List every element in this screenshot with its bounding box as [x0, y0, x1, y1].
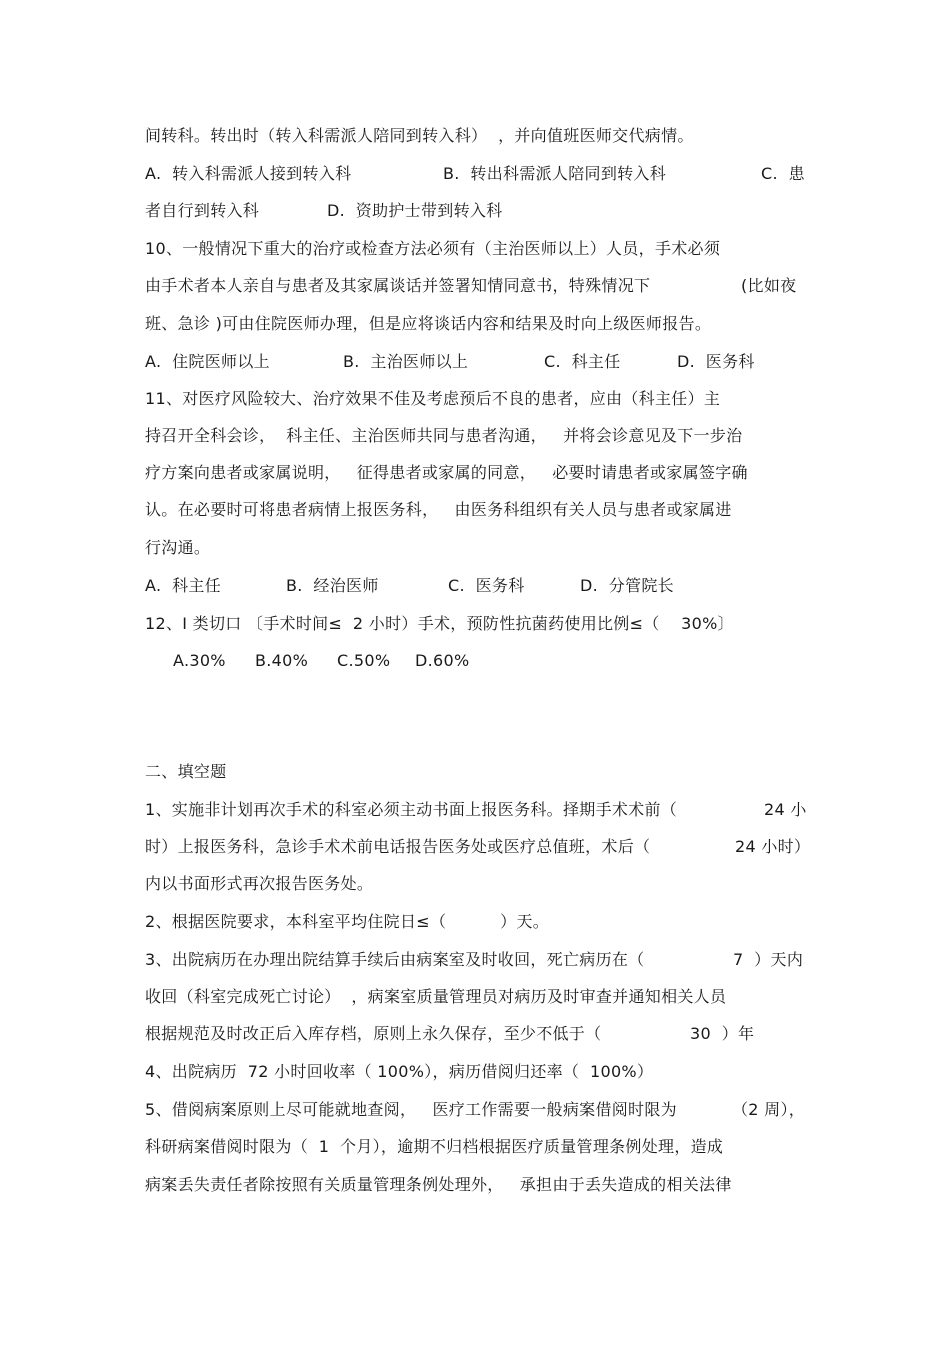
- f5-line-1-end: （2 周），: [732, 1100, 806, 1119]
- f5-line-3: 病案丢失责任者除按照有关质量管理条例处理外， 承担由于丢失造成的相关法律: [145, 1175, 732, 1194]
- q10-line-1: 10、一般情况下重大的治疗或检查方法必须有（主治医师以上）人员，手术必须: [145, 239, 721, 258]
- q10-line-2: 由手术者本人亲自与患者及其家属谈话并签署知情同意书，特殊情况下: [145, 276, 651, 295]
- f5-line-1: 5、借阅病案原则上尽可能就地查阅， 医疗工作需要一般病案借阅时限为: [145, 1100, 677, 1119]
- f1-line-1: 1、实施非计划再次手术的科室必须主动书面上报医务科。择期手术术前（: [145, 800, 678, 819]
- q11-line-4: 认。在必要时可将患者病情上报医务科， 由医务科组织有关人员与患者或家属进: [145, 500, 732, 519]
- q11-option-a: A. 科主任: [145, 576, 222, 595]
- q10-line-3: 班、急诊 )可由住院医师办理，但是应将谈话内容和结果及时向上级医师报告。: [145, 314, 712, 333]
- q10-option-c: C. 科主任: [544, 352, 621, 371]
- f3-line-3-end: 30 ）年: [690, 1024, 755, 1043]
- q10-line-2-end: (比如夜: [741, 276, 797, 295]
- f1-line-3: 内以书面形式再次报告医务处。: [145, 874, 374, 893]
- q11-line-2: 持召开全科会诊， 科主任、主治医师共同与患者沟通， 并将会诊意见及下一步治: [145, 426, 743, 445]
- section-2-heading: 二、填空题: [145, 762, 227, 781]
- f3-line-2: 收回（科室完成死亡讨论） ，病案室质量管理员对病历及时审查并通知相关人员: [145, 987, 727, 1006]
- q12-option-b: B.40%: [255, 651, 309, 670]
- q11-line-3: 疗方案向患者或家属说明， 征得患者或家属的同意， 必要时请患者或家属签字确: [145, 463, 748, 482]
- f3-line-1-end: 7 ）天内: [733, 950, 804, 969]
- f1-line-2-end: 24 小时）: [735, 837, 811, 856]
- q9-option-c: C. 患: [761, 164, 805, 183]
- q12-line-1: 12、I 类切口 〔手术时间≤ 2 小时）手术，预防性抗菌药使用比例≤（ 30%〕: [145, 614, 734, 633]
- f3-line-1: 3、出院病历在办理出院结算手续后由病案室及时收回，死亡病历在（: [145, 950, 645, 969]
- q12-option-c: C.50%: [337, 651, 391, 670]
- q9-option-c-cont: 者自行到转入科: [145, 201, 260, 220]
- f2-line-1: 2、根据医院要求，本科室平均住院日≤（ ）天。: [145, 912, 550, 931]
- f5-line-2: 科研病案借阅时限为（ 1 个月），逾期不归档根据医疗质量管理条例处理，造成: [145, 1137, 724, 1156]
- q10-option-d: D. 医务科: [677, 352, 755, 371]
- q12-option-a: A.30%: [173, 651, 226, 670]
- q11-option-b: B. 经治医师: [286, 576, 379, 595]
- q10-option-a: A. 住院医师以上: [145, 352, 270, 371]
- f1-line-2: 时）上报医务科，急诊手术术前电话报告医务处或医疗总值班，术后（: [145, 837, 651, 856]
- q11-line-5: 行沟通。: [145, 538, 211, 557]
- q11-option-c: C. 医务科: [448, 576, 525, 595]
- q9-text: 间转科。转出时（转入科需派人陪同到转入科） ，并向值班医师交代病情。: [145, 126, 694, 145]
- q9-option-a: A. 转入科需派人接到转入科: [145, 164, 352, 183]
- q9-option-b: B. 转出科需派人陪同到转入科: [443, 164, 667, 183]
- f3-line-3: 根据规范及时改正后入库存档，原则上永久保存，至少不低于（: [145, 1024, 602, 1043]
- q11-option-d: D. 分管院长: [580, 576, 674, 595]
- f1-line-1-end: 24 小: [764, 800, 807, 819]
- q10-option-b: B. 主治医师以上: [343, 352, 469, 371]
- q12-option-d: D.60%: [415, 651, 470, 670]
- q9-option-d: D. 资助护士带到转入科: [327, 201, 503, 220]
- q11-line-1: 11、对医疗风险较大、治疗效果不佳及考虑预后不良的患者，应由（科主任）主: [145, 389, 721, 408]
- f4-line-1: 4、出院病历 72 小时回收率（ 100%），病历借阅归还率（ 100%）: [145, 1062, 654, 1081]
